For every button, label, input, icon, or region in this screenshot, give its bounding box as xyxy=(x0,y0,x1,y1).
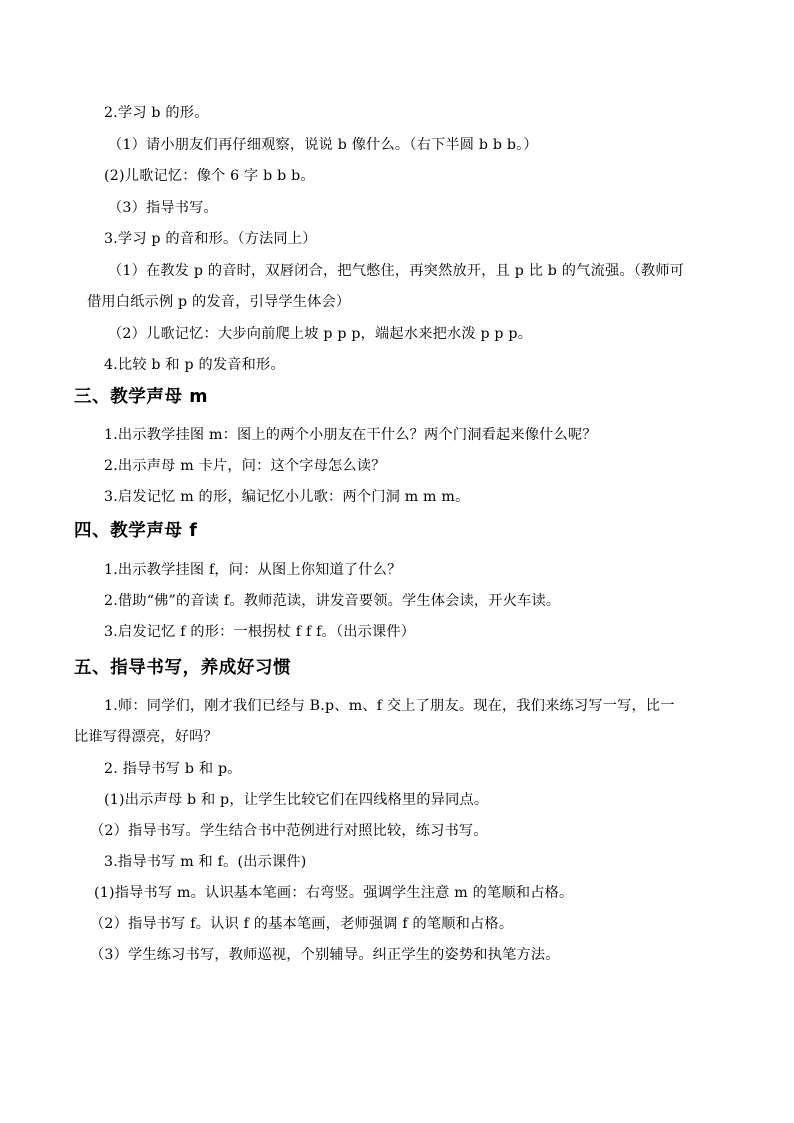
step-2-item-2: (2)儿歌记忆：像个 6 字 b b b。 xyxy=(104,168,315,184)
section-5-item-2-sub-1: (1)出示声母 b 和 p，让学生比较它们在四线格里的异同点。 xyxy=(104,792,489,808)
section-heading-4: 四、教学声母 f xyxy=(74,521,198,541)
step-2-learn-b-shape: 2.学习 b 的形。 xyxy=(104,105,209,121)
step-3-learn-p: 3.学习 p 的音和形。（方法同上） xyxy=(104,231,317,247)
section-heading-3: 三、教学声母 m xyxy=(74,387,209,407)
step-4-compare-b-p: 4.比较 b 和 p 的发音和形。 xyxy=(104,357,285,373)
section-5-item-1: 1.师：同学们，刚才我们已经与 B.p、m、f 交上了朋友。现在，我们来练习写一写，比一 xyxy=(104,698,675,714)
section-3-item-3: 3.启发记忆 m 的形，编记忆小儿歌：两个门洞 m m m。 xyxy=(104,489,470,505)
section-5-item-3-sub-1: (1)指导书写 m。认识基本笔画：右弯竖。强调学生注意 m 的笔顺和占格。 xyxy=(94,885,574,901)
section-5-item-2: 2. 指导书写 b 和 p。 xyxy=(104,761,242,777)
section-4-item-2: 2.借助“佛”的音读 f。教师范读，讲发音要领。学生体会读，开火车读。 xyxy=(104,593,561,609)
step-3-item-1: （1）在教发 p 的音时，双唇闭合，把气憋住，再突然放开，且 p 比 b 的气流强。（教师可 xyxy=(108,263,685,279)
section-heading-5: 五、指导书写，养成好习惯 xyxy=(74,658,292,678)
section-5-item-1-continued: 比谁写得漂亮，好吗？ xyxy=(74,729,218,745)
section-5-item-3: 3.指导书写 m 和 f。(出示课件) xyxy=(104,854,307,870)
section-3-item-1: 1.出示教学挂图 m：图上的两个小朋友在干什么？两个门洞看起来像什么呢？ xyxy=(104,427,597,443)
section-5-item-3-sub-3: （3）学生练习书写，教师巡视，个别辅导。纠正学生的姿势和执笔方法。 xyxy=(90,947,560,963)
step-2-item-3: （3）指导书写。 xyxy=(108,200,218,216)
step-3-item-2: （2）儿歌记忆：大步向前爬上坡 p p p，端起水来把水泼 p p p。 xyxy=(108,326,533,342)
section-3-item-2: 2.出示声母 m 卡片，问：这个字母怎么读？ xyxy=(104,458,386,474)
section-4-item-3: 3.启发记忆 f 的形：一根拐杖 f f f。（出示课件） xyxy=(104,624,416,640)
step-2-item-1: （1）请小朋友们再仔细观察，说说 b 像什么。（右下半圆 b b b。） xyxy=(108,137,538,153)
section-5-item-2-sub-2: （2）指导书写。学生结合书中范例进行对照比较，练习书写。 xyxy=(90,823,488,839)
section-4-item-1: 1.出示教学挂图 f，问：从图上你知道了什么？ xyxy=(104,562,402,578)
step-3-item-1-continued: 借用白纸示例 p 的发音，引导学生体会） xyxy=(87,294,351,310)
section-5-item-3-sub-2: （2）指导书写 f。认识 f 的基本笔画，老师强调 f 的笔顺和占格。 xyxy=(90,916,514,932)
